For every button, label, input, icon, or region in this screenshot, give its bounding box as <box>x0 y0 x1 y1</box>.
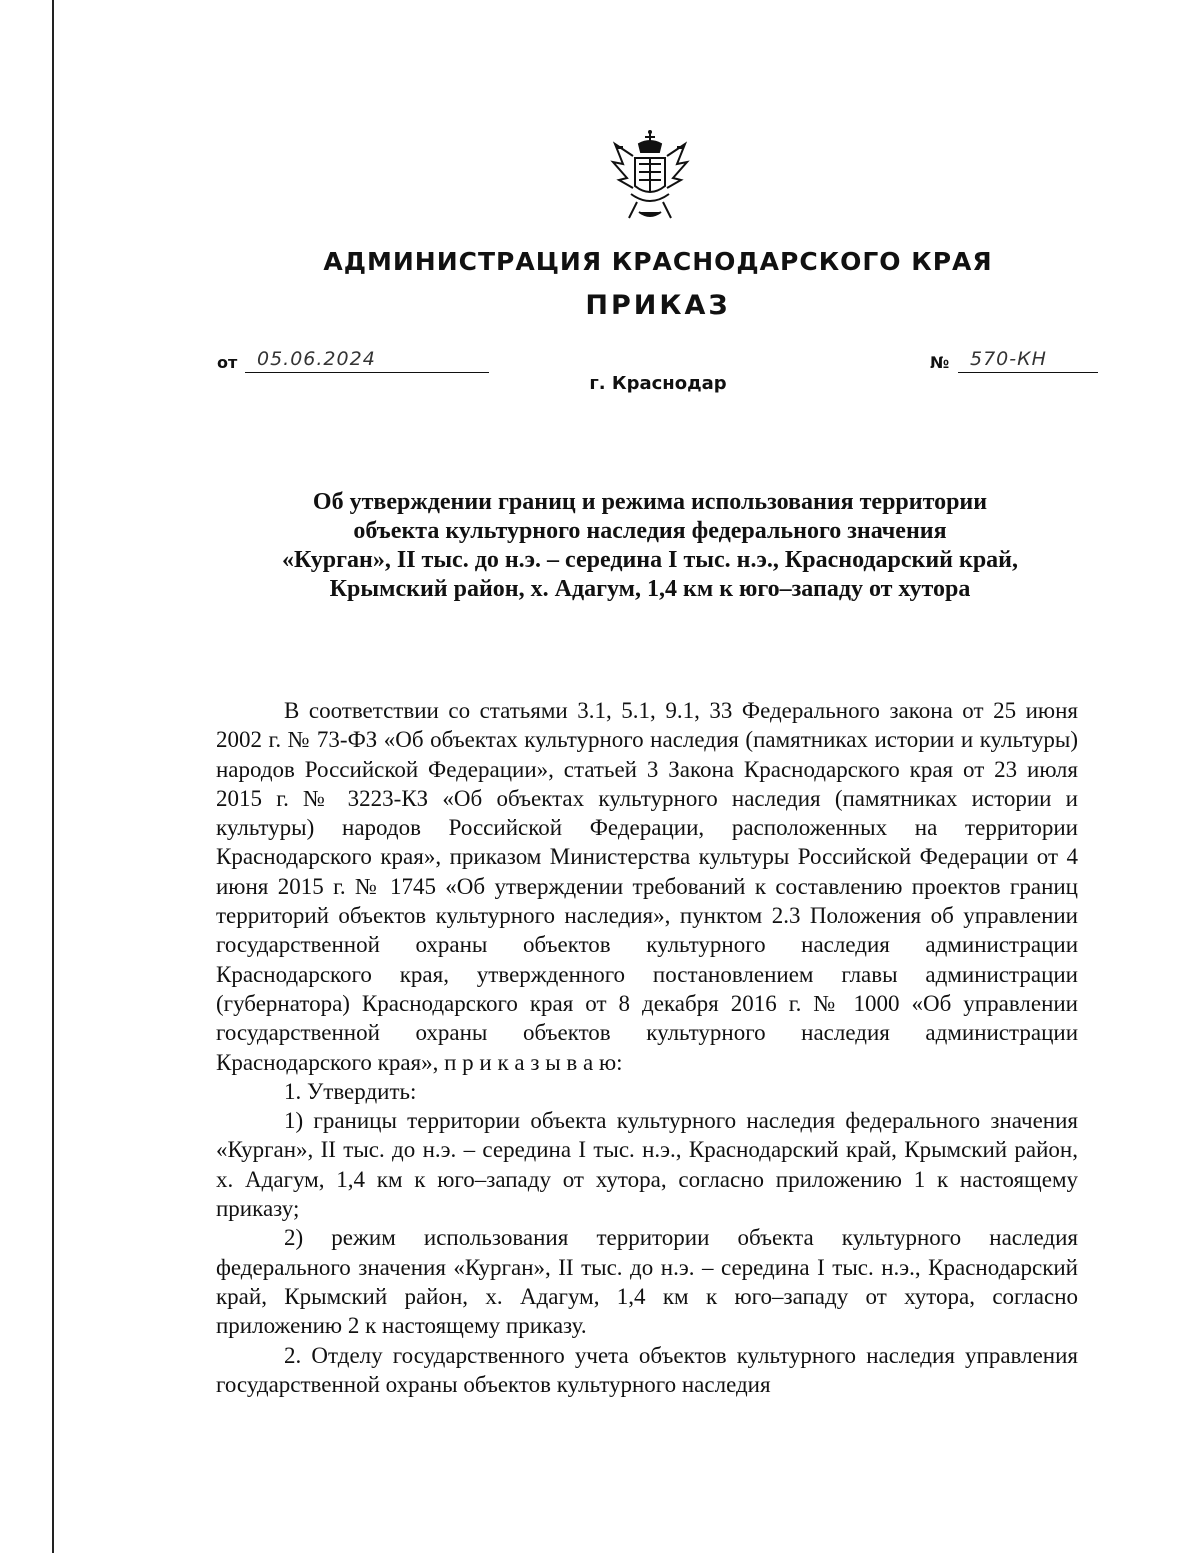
body-paragraph: 1) границы территории объекта культурного наследия федерального значения «Курган», II тыс. до н.э. – середина I тыс. н.э., Краснодарский край, Крымский район, х. Адагум, 1,4 км к юго–западу от хутора, согласно приложению 1 к настоящему приказу; <box>216 1108 1078 1222</box>
body-paragraph: В соответствии со статьями 3.1, 5.1, 9.1, 33 Федерального закона от 25 июня 2002 г. № 73-ФЗ «Об объектах культурного наследия (памятниках истории и культуры) народов Российской Федерации», статьей 3 Закона Краснодарского края от 23 июля 2015 г. № 3223-КЗ «Об объектах культурного наследия (памятниках истории и культуры) народов Российской Федерации, расположенных на территории Краснодарского края», приказом Министерства культуры Российской Федерации от 4 июня 2015 г. № 1745 «Об утверждении требований к составлению проектов границ территорий объектов культурного наследия», пунктом 2.3 Положения об управлении государственной охраны объектов культурного наследия администрации Краснодарского края, утвержденного постановлением главы администрации (губернатора) Краснодарского края от 8 декабря 2016 г. № 1000 «Об управлении государственной охраны объектов культурного наследия администрации Краснодарского края», п р и к а з ы в а ю: <box>216 698 1078 1075</box>
subject-line: Крымский район, х. Адагум, 1,4 км к юго–западу от хутора <box>329 576 971 602</box>
document-type: ПРИКАЗ <box>585 290 731 321</box>
body-paragraph: 2. Отделу государственного учета объектов культурного наследия управления государственной охраны объектов культурного наследия <box>216 1342 1078 1397</box>
number-value: 570-КН <box>970 348 1047 370</box>
document-subject <box>200 488 1100 604</box>
subject-line: объекта культурного наследия федерального значения <box>353 518 947 544</box>
date-value: 05.06.2024 <box>257 348 376 370</box>
subject-line: Об утверждении границ и режима использования территории <box>312 489 988 515</box>
date-prefix: от <box>217 353 238 372</box>
body-paragraph: 1. Утвердить: <box>284 1078 417 1104</box>
number-prefix: № <box>930 353 950 372</box>
document-body <box>216 696 1078 1399</box>
subject-line: «Курган», II тыс. до н.э. – середина I тыс. н.э., Краснодарский край, <box>281 547 1019 573</box>
organization-name: АДМИНИСТРАЦИЯ КРАСНОДАРСКОГО КРАЯ <box>323 247 993 276</box>
page-left-edge <box>52 0 54 1553</box>
body-paragraph: 2) режим использования территории объекта культурного наследия федерального значения «Курган», II тыс. до н.э. – середина I тыс. н.э., Краснодарский край, Крымский район, х. Адагум, 1,4 км к юго–западу от хутора, согласно приложению 2 к настоящему приказу. <box>216 1225 1078 1339</box>
coat-of-arms-icon <box>609 128 691 224</box>
city-name: г. Краснодар <box>589 373 727 394</box>
